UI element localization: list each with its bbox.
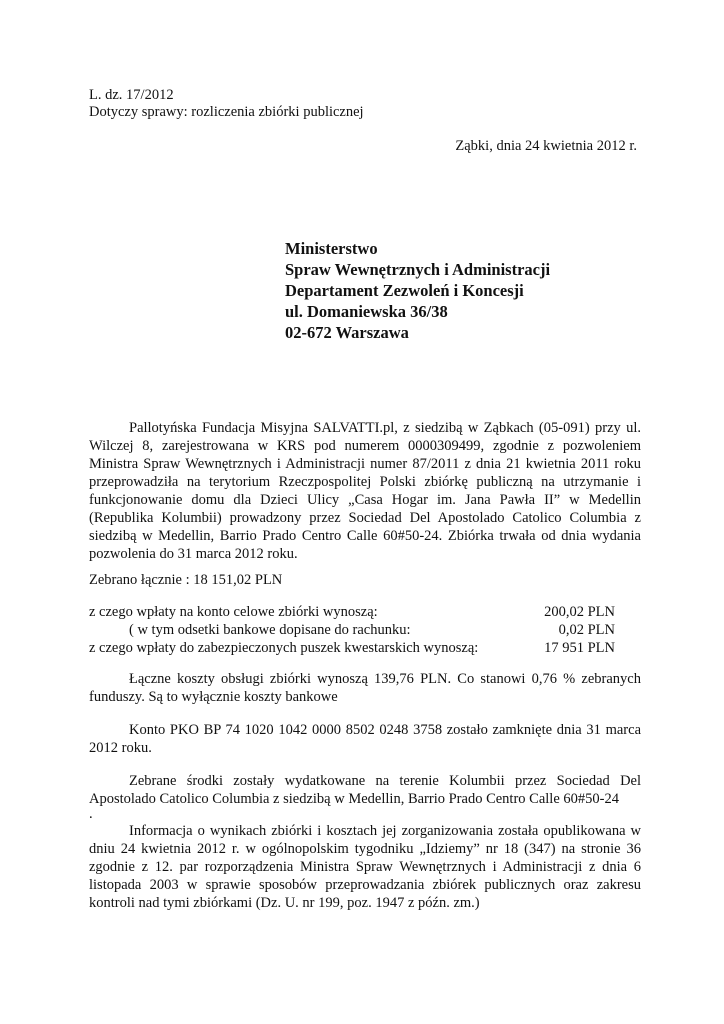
breakdown-row: [89, 621, 615, 639]
recipient-line: Departament Zezwoleń i Koncesji: [285, 281, 524, 300]
breakdown-row: [89, 639, 615, 657]
text-line: pozwolenia do 31 marca 2012 roku.: [89, 546, 298, 562]
recipient-line: ul. Domaniewska 36/38: [285, 302, 448, 321]
text-line: Apostolado Catolico Columbia z siedzibą w Medellin, Barrio Prado Centro Calle 60#50-24: [89, 791, 619, 807]
text-line: Zebrane środki zostały wydatkowane na terenie Kolumbii przez Sociedad Del: [129, 773, 641, 789]
breakdown-value: 17 951 PLN: [544, 640, 615, 656]
text-line: Łączne koszty obsługi zbiórki wynoszą 139,76 PLN. Co stanowi 0,76 % zebranych: [129, 671, 641, 687]
text-line: (Republika Kolumbii) prowadzony przez Sociedad Del Apostolado Catolico Columbia z: [89, 510, 641, 526]
paragraph-publication: [89, 822, 641, 912]
text-line: Pallotyńska Fundacja Misyjna SALVATTI.pl, z siedzibą w Ząbkach (05-091) przy ul.: [129, 420, 641, 436]
paragraph-intro: [89, 419, 641, 563]
breakdown-label: z czego wpłaty do zabezpieczonych puszek kwestarskich wynoszą:: [89, 640, 479, 656]
recipient-address: [285, 238, 550, 343]
subject-line: Dotyczy sprawy: rozliczenia zbiórki publicznej: [89, 104, 364, 120]
breakdown-value: 200,02 PLN: [544, 604, 615, 620]
stray-dot: .: [89, 806, 93, 822]
breakdown-label: ( w tym odsetki bankowe dopisane do rachunku:: [129, 622, 411, 638]
place-date: Ząbki, dnia 24 kwietnia 2012 r.: [455, 138, 637, 154]
text-line: zgodnie z 12. par rozporządzenia Ministra Spraw Wewnętrznych i Administracji z dnia 6: [89, 859, 641, 875]
recipient-line: 02-672 Warszawa: [285, 323, 409, 342]
breakdown-row: [89, 603, 615, 621]
text-line: 2012 roku.: [89, 740, 152, 756]
breakdown-value: 0,02 PLN: [558, 622, 615, 638]
text-line: Konto PKO BP 74 1020 1042 0000 8502 0248 3758 zostało zamknięte dnia 31 marca: [129, 722, 641, 738]
text-line: funkcjonowanie domu dla Dzieci Ulicy „Casa Hogar im. Jana Pawła II” w Medellin: [89, 492, 641, 508]
text-line: Informacja o wynikach zbiórki i kosztach jej zorganizowania została opublikowana w: [129, 823, 641, 839]
reference-number: L. dz. 17/2012: [89, 87, 174, 103]
text-line: listopada 2003 w sprawie sposobów przeprowadzania zbiórek publicznych oraz zakresu: [89, 877, 641, 893]
paragraph-account: [89, 721, 641, 757]
paragraph-costs: [89, 670, 641, 706]
recipient-line: Spraw Wewnętrznych i Administracji: [285, 260, 551, 279]
total-collected: Zebrano łącznie : 18 151,02 PLN: [89, 572, 283, 588]
text-line: Wilczej 8, zarejestrowana w KRS pod numerem 0000309499, zgodnie z pozwoleniem: [89, 438, 641, 454]
breakdown-label: z czego wpłaty na konto celowe zbiórki wynoszą:: [89, 604, 378, 620]
text-line: Ministra Spraw Wewnętrznych i Administracji numer 87/2011 z dnia 21 kwietnia 2011 roku: [89, 456, 641, 472]
text-line: kontroli nad tymi zbiórkami (Dz. U. nr 199, poz. 1947 z późn. zm.): [89, 895, 480, 911]
paragraph-spending: [89, 772, 641, 808]
recipient-line: Ministerstwo: [285, 239, 378, 258]
text-line: przeprowadziła na terytorium Rzeczpospolitej Polski zbiórkę publiczną na utrzymanie i: [89, 474, 641, 490]
text-line: siedzibą w Medellin, Barrio Prado Centro Calle 60#50-24. Zbiórka trwała od dnia wydania: [89, 528, 641, 544]
text-line: dniu 24 kwietnia 2012 r. w ogólnopolskim tygodniku „Idziemy” nr 18 (347) na stronie 36: [89, 841, 641, 857]
text-line: funduszy. Są to wyłącznie koszty bankowe: [89, 689, 338, 705]
